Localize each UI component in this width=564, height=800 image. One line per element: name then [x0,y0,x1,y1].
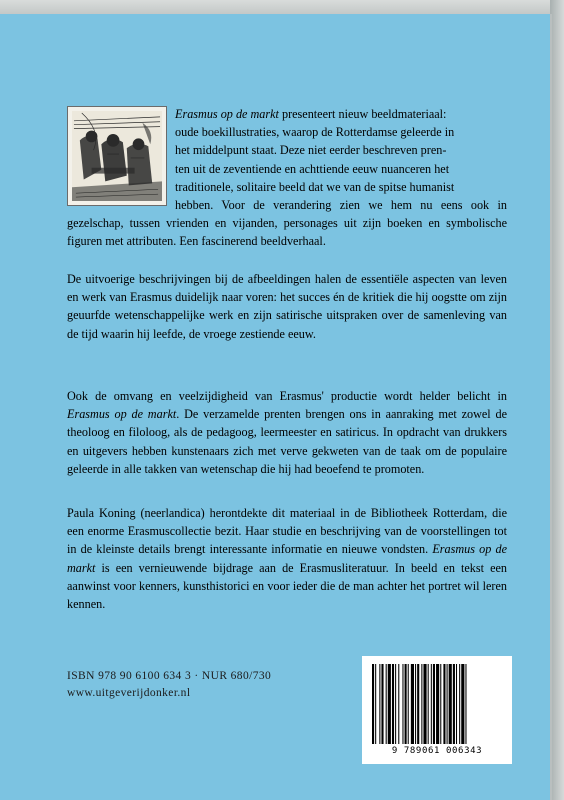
barcode-bar [461,664,464,744]
bibliographic-info [67,668,271,702]
barcode-bar [372,664,374,744]
barcode-bar [433,664,435,744]
intro-line-4: ten uit de zeventiende en achttiende eeuw nuanceren het [175,161,450,176]
barcode-bar [405,664,407,744]
barcode-bar [388,664,391,744]
barcode-bar [379,664,380,744]
isbn-line: ISBN 978 90 6100 634 3 · NUR 680/730 [67,670,272,682]
barcode-bar [408,664,409,744]
barcode-bar [421,664,422,744]
barcode-bar [375,664,376,744]
intro-line-3: het middelpunt staat. Deze niet eerder beschreven pren- [175,143,447,158]
barcode-bar [465,664,466,744]
barcode-bar [440,664,441,744]
paragraph-author: Paula Koning (neerlandica) herontdekte dit materiaal in de Bibliotheek Rotterdam, die een enorme Erasmuscollectie bezit. Haar studie en beschrijving van de voorstellingen tot in de kleinste details brengt interessante informatie en nieuwe vondsten. Erasmus op de markt is een vernieuwende bijdrage aan de Erasmusliteratuur. In beeld en tekst een aanwinst voor kenners, kunsthistorici en voor ieder die de man achter het portret wil leren kennen. [67,506,507,612]
intro-line-5: traditionele, solitaire beeld dat we van de spitse humanist [175,179,455,194]
barcode-bar [428,664,429,744]
barcode-bar [431,664,432,744]
barcode-bar [449,664,452,744]
publisher-website: www.uitgeverijdonker.nl [67,687,191,699]
barcode-bar [436,664,439,744]
intro-line-2: oude boekillustraties, waarop de Rotterdamse geleerde in [175,125,455,140]
barcode-bar [381,664,383,744]
barcode-bar [386,664,387,744]
barcode-bar [417,664,419,744]
intro-line-6: hebben. [175,198,214,213]
book-side-edge [550,0,564,800]
book-top-edge [0,0,564,14]
barcode-bar [456,664,457,744]
barcode-bar [453,664,455,744]
intro-continuation: Voor de verandering zien we hem nu eens ook in gezelschap, tussen vrienden en vijanden, personages uit zijn boeken en symbolische figuren met attributen. Een fascinerend beeldverhaal. [67,198,507,249]
isbn-barcode [362,656,512,764]
barcode-bar [398,664,399,744]
barcode-bar [392,664,394,744]
barcode-bar [443,664,445,744]
barcode-bar [415,664,416,744]
barcode-bar [423,664,426,744]
barcode-bar [395,664,396,744]
paragraph-production: Ook de omvang en veelzijdigheid van Erasmus' productie wordt helder belicht in Erasmus op de markt. De verzamelde prenten brengen ons in aanraking met zowel de theoloog en filoloog, als de pedagoog, leermeester en satiricus. In opdracht van drukkers en uitgevers hebben kunstenaars zich met verve gekweten van de taak om de populaire geleerde in alle takken van wetenschap die hij had beoefend te promoten. [67,389,507,476]
paragraph-intro [67,105,507,251]
barcode-bar [402,664,403,744]
barcode-bar [411,664,414,744]
barcode-bars [370,664,504,744]
barcode-bar [459,664,460,744]
paragraph-descriptions: De uitvoerige beschrijvingen bij de afbeeldingen halen de essentiële aspecten van leven en werk van Erasmus duidelijk naar voren: het succes én de kritiek die hij oogstte om zijn geuurfde wetenschappelijke werk en zijn satirische uitspraken over de samenleving van de tijd waarin hij leefde, de vroege zestiende eeuw. [67,272,507,341]
barcode-digits: 9 789061 006343 [391,746,483,756]
intro-line-1: Erasmus op de markt presenteert nieuw beeldmateriaal: [175,107,447,121]
barcode-bar [447,664,448,744]
